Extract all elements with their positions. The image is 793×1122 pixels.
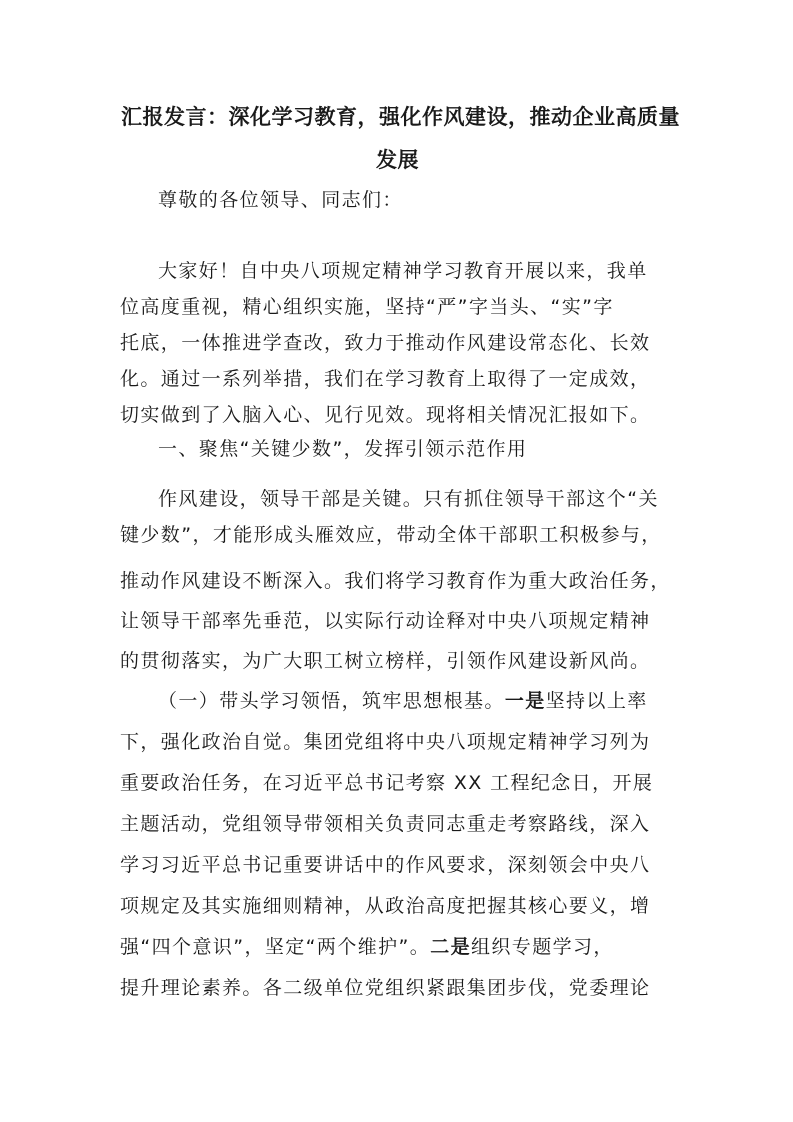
body-line: 大家好！自中央八项规定精神学习教育开展以来，我单	[158, 260, 648, 282]
body-line: 切实做到了入脑入心、见行见效。现将相关情况汇报如下。	[120, 404, 651, 426]
body-line	[120, 938, 614, 957]
body-line: 学习习近平总书记重要讲话中的作风要求，深刻领会中央八	[120, 854, 651, 876]
point-marker: 二是	[430, 936, 471, 958]
body-line: 提升理论素养。各二级单位党组织紧跟集团步伐，党委理论	[120, 977, 651, 999]
body-line: 托底，一体推进学查改，致力于推动作风建设常态化、长效	[120, 332, 651, 354]
point-text: 坚持以上率	[545, 690, 648, 712]
document-title-line-2: 发展	[376, 148, 419, 172]
section-heading: 一、聚焦“关键少数”，发挥引领示范作用	[158, 438, 528, 460]
body-line: 主题活动，党组领导带领相关负责同志重走考察路线，深入	[120, 813, 651, 835]
body-line: 的贯彻落实，为广大职工树立榜样，引领作风建设新风尚。	[120, 650, 651, 672]
body-line: 位高度重视，精心组织实施，坚持“严”字当头、“实”字	[120, 296, 614, 318]
point-marker: 一是	[504, 690, 546, 712]
point-text: 强“四个意识”，坚定“两个维护”。	[120, 936, 431, 958]
body-line: 项规定及其实施细则精神，从政治高度把握其核心要义，增	[120, 895, 651, 917]
body-line: 重要政治任务，在习近平总书记考察 XX 工程纪念日，开展	[120, 772, 654, 794]
body-line: 推动作风建设不断深入。我们将学习教育作为重大政治任务，	[120, 570, 671, 592]
body-line: 下，强化政治自觉。集团党组将中央八项规定精神学习列为	[120, 731, 651, 753]
body-line: 让领导干部率先垂范，以实际行动诠释对中央八项规定精神	[120, 610, 651, 632]
subsection-line	[158, 692, 648, 711]
point-text: 组织专题学习，	[471, 936, 614, 958]
subsection-heading: （一）带头学习领悟，筑牢思想根基。	[158, 690, 505, 712]
document-title-line-1: 汇报发言：深化学习教育，强化作风建设，推动企业高质量	[121, 105, 680, 129]
body-line: 化。通过一系列举措，我们在学习教育上取得了一定成效，	[120, 368, 651, 390]
body-line: 键少数”，才能形成头雁效应，带动全体干部职工积极参与，	[120, 524, 662, 546]
body-line: 作风建设，领导干部是关键。只有抓住领导干部这个“关	[158, 488, 659, 510]
salutation: 尊敬的各位领导、同志们：	[158, 189, 403, 211]
